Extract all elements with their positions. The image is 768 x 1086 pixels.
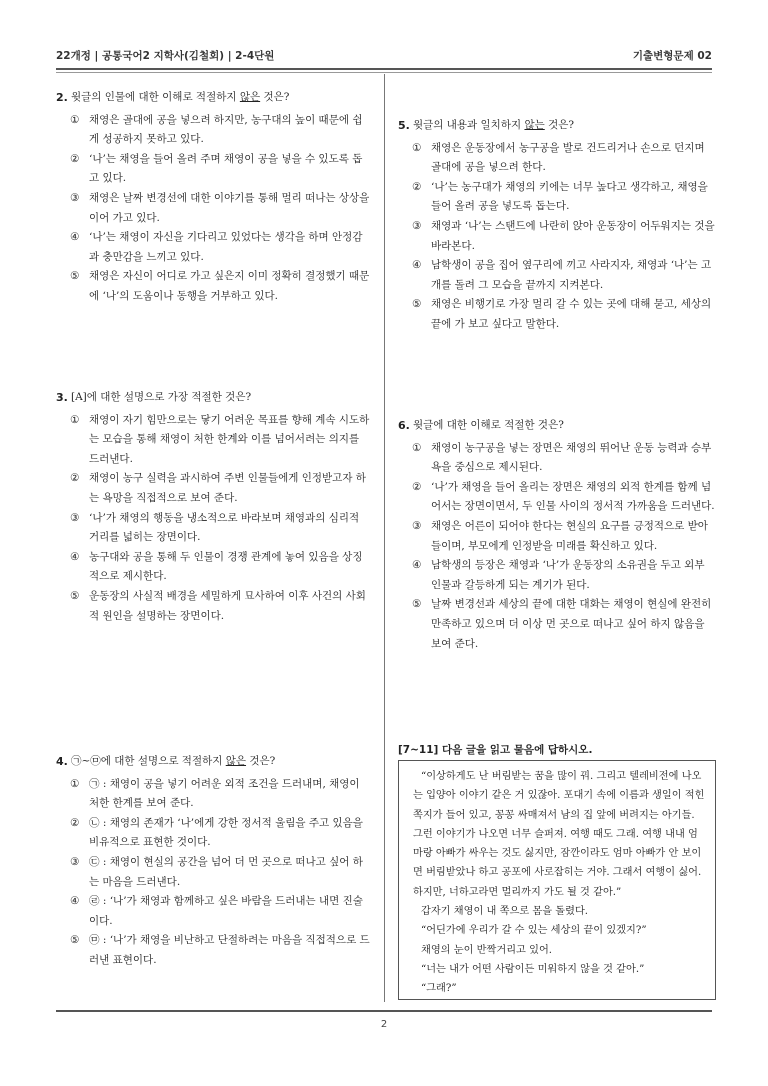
choice-list: [56, 111, 372, 307]
question-number: 5.: [398, 119, 410, 132]
header-rule: [56, 68, 712, 70]
choice-item[interactable]: ④ 남학생이 공을 집어 옆구리에 끼고 사라지자, 채영과 ‘나’는 고개를 돌려 그 모습을 끝까지 지켜본다.: [412, 259, 712, 291]
passage-section-title: [7~11] 다음 글을 읽고 물음에 답하시오.: [398, 744, 593, 756]
header-exam-title: 기출변형문제 02: [632, 50, 712, 62]
question-number: 3.: [56, 391, 68, 404]
choice-item[interactable]: ④ 남학생의 등장은 채영과 ‘나’가 운동장의 소유권을 두고 외부 인물과 갈등하게 되는 계기가 된다.: [412, 559, 705, 591]
choice-item[interactable]: ③ ‘나’가 채영의 행동을 냉소적으로 바라보며 채영과의 심리적 거리를 넓히는 장면이다.: [70, 511, 360, 544]
question-4: [56, 752, 372, 971]
choice-item[interactable]: ⑤ 채영은 자신이 어디로 가고 싶은지 이미 정확히 결정했기 때문에 ‘나’의 도움이나 동행을 거부하고 있다.: [70, 270, 370, 302]
question-stem: 4. ㉠~㉤에 대한 설명으로 적절하지 않은 것은?: [56, 752, 372, 772]
emphasis-underline: 않은: [239, 91, 261, 103]
choice-item[interactable]: ① 채영이 농구공을 넣는 장면은 채영의 뛰어난 운동 능력과 승부욕을 중심으로 제시된다.: [412, 441, 712, 474]
choice-item[interactable]: ② 채영이 농구 실력을 과시하여 주변 인물들에게 인정받고자 하는 욕망을 직접적으로 보여 준다.: [70, 472, 366, 504]
header-course-info: 22개정 | 공통국어2 지학사(김철회) | 2-4단원: [56, 50, 275, 62]
choice-list: [56, 775, 372, 971]
choice-item[interactable]: ④ ㉣ : ‘나’가 채영과 함께하고 싶은 바람을 드러내는 내면 진술이다.: [70, 895, 363, 927]
question-stem: 6. 윗글에 대한 이해로 적절한 것은?: [398, 416, 716, 436]
choice-item[interactable]: ⑤ 운동장의 사실적 배경을 세밀하게 묘사하여 이후 사건의 사회적 원인을 설명하는 장면이다.: [70, 589, 366, 622]
footer-rule: [56, 1010, 712, 1012]
page-header: [56, 46, 712, 64]
question-number: 6.: [398, 419, 410, 432]
column-divider: [384, 74, 385, 1002]
passage-paragraph: 채영의 눈이 반짝거리고 있어.: [421, 944, 553, 956]
choice-item[interactable]: ② ‘나’는 채영을 들어 올려 주며 채영이 공을 넣을 수 있도록 돕고 있다.: [70, 152, 363, 185]
page-number: 2: [380, 1019, 388, 1030]
choice-item[interactable]: ② ‘나’는 농구대가 채영의 키에는 너무 높다고 생각하고, 채영을 들어 올려 공을 넣도록 돕는다.: [412, 180, 708, 213]
passage-paragraph: 갑자기 채영이 내 쪽으로 몸을 돌렸다.: [421, 906, 589, 918]
passage-paragraph: “이상하게도 난 버림받는 꿈을 많이 꿔. 그리고 텔레비전에 나오는 입양아 이야기 같은 거 있잖아. 포대기 속에 이름과 생일이 적힌 쪽지가 들어 있고, 꽁꽁 싸매져서 남의 집 앞에 버려지는 아기들. 그런 이야기가 나오면 너무 슬퍼져. 여행 때도 그래. 여행 내내 엄마랑 아빠가 싸우는 것도 싫지만, 잠깐이라도 엄마 아빠가 안 보이면 버림받았나 하고 공포에 사로잡히는 거야. 그래서 여행이 싫어. 하지만, 너하고라면 멀리까지 가도 될 것 같아.”: [413, 771, 705, 898]
choice-item[interactable]: ⑤ ㉤ : ‘나’가 채영을 비난하고 단절하려는 마음을 직접적으로 드러낸 표현이다.: [70, 934, 370, 966]
passage-paragraph: “그래?”: [421, 983, 457, 995]
choice-item[interactable]: ① 채영은 운동장에서 농구공을 발로 건드리거나 손으로 던지며 골대에 공을 넣으려 한다.: [412, 141, 705, 174]
choice-item[interactable]: ⑤ 채영은 비행기로 가장 멀리 갈 수 있는 곳에 대해 묻고, 세상의 끝에 가 보고 싶다고 말한다.: [412, 298, 712, 330]
question-3: [56, 388, 372, 626]
question-stem: 3. [A]에 대한 설명으로 가장 적절한 것은?: [56, 388, 372, 408]
question-2: [56, 88, 372, 307]
choice-item[interactable]: ② ‘나’가 채영을 들어 올리는 장면은 채영의 외적 한계를 함께 넘어서는 장면이면서, 두 인물 사이의 정서적 가까움을 드러낸다.: [412, 480, 715, 513]
question-stem: 5. 윗글의 내용과 일치하지 않는 것은?: [398, 116, 716, 136]
choice-item[interactable]: ① ㉠ : 채영이 공을 넣기 어려운 외적 조건을 드러내며, 채영이 처한 한계를 보여 준다.: [70, 777, 360, 810]
passage-paragraph: “너는 내가 어떤 사람이든 미워하지 않을 것 같아.”: [421, 963, 645, 975]
choice-item[interactable]: ② ㉡ : 채영의 존재가 ‘나’에게 강한 정서적 울림을 주고 있음을 비유적으로 표현한 것이다.: [70, 816, 363, 849]
emphasis-underline: 않는: [524, 119, 545, 131]
choice-item[interactable]: ④ 농구대와 공을 통해 두 인물이 경쟁 관계에 놓여 있음을 상징적으로 제시한다.: [70, 550, 363, 583]
choice-item[interactable]: ③ 채영과 ‘나’는 스탠드에 나란히 앉아 운동장이 어두워지는 것을 바라본다.: [412, 219, 715, 252]
question-number: 4.: [56, 755, 68, 768]
choice-list: [398, 439, 716, 655]
question-stem: 2. 윗글의 인물에 대한 이해로 적절하지 않은 것은?: [56, 88, 372, 108]
emphasis-underline: 않은: [225, 755, 247, 767]
question-6: [398, 416, 716, 654]
choice-item[interactable]: ⑤ 날짜 변경선과 세상의 끝에 대한 대화는 채영이 현실에 완전히 만족하고 있으며 더 이상 먼 곳으로 떠나고 싶어 하지 않음을 보여 준다.: [412, 598, 712, 650]
header-rule-thin: [56, 72, 712, 73]
choice-item[interactable]: ③ 채영은 어른이 되어야 한다는 현실의 요구를 긍정적으로 받아들이며, 부모에게 인정받을 미래를 확신하고 있다.: [412, 519, 708, 552]
passage-paragraph: “어딘가에 우리가 갈 수 있는 세상의 끝이 있겠지?”: [421, 925, 647, 937]
choice-item[interactable]: ④ ‘나’는 채영이 자신을 기다리고 있었다는 생각을 하며 안정감과 충만감을 느끼고 있다.: [70, 231, 363, 263]
choice-list: [56, 411, 372, 627]
question-5: [398, 116, 716, 335]
choice-item[interactable]: ① 채영은 골대에 공을 넣으려 하지만, 농구대의 높이 때문에 쉽게 성공하지 못하고 있다.: [70, 113, 363, 146]
choice-item[interactable]: ③ 채영은 날짜 변경선에 대한 이야기를 통해 멀리 떠나는 상상을 이어 가고 있다.: [70, 191, 370, 224]
choice-item[interactable]: ① 채영이 자기 힘만으로는 닿기 어려운 목표를 향해 계속 시도하는 모습을 통해 채영이 처한 한계와 이를 넘어서려는 의지를 드러낸다.: [70, 413, 370, 465]
passage-box: [398, 760, 716, 1000]
question-number: 2.: [56, 91, 68, 104]
choice-list: [398, 139, 716, 335]
choice-item[interactable]: ③ ㉢ : 채영이 현실의 공간을 넘어 더 먼 곳으로 떠나고 싶어 하는 마음을 드러낸다.: [70, 855, 363, 888]
